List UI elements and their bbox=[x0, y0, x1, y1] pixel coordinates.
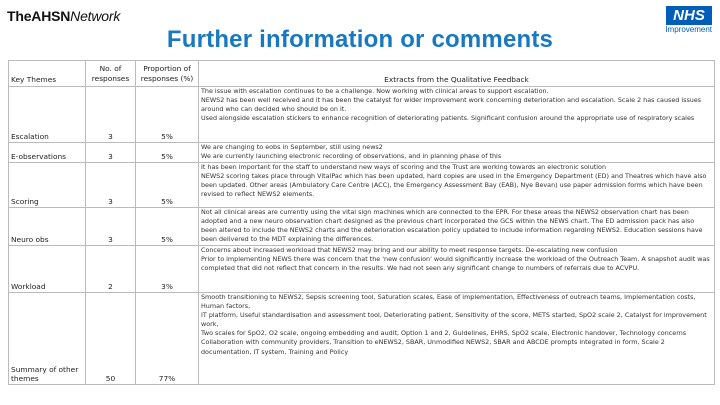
row-number: 2 bbox=[86, 246, 136, 293]
row-extract: Not all clinical areas are currently using the vital sign machines which are connected to the EPR. For these areas the NEWS2 observation chart has been adopted and a new neuro observation chart designed as the previous chart incorporated the GCS within the NEWS chart. The ED admission pack has also been altered to include the NEWS2 charts and the deterioration escalation policy updated to include information regarding NEWS2. Education sessions have been delivered to the MDT explaining the differences. bbox=[199, 208, 715, 246]
table-row bbox=[9, 87, 715, 143]
row-proportion: 5% bbox=[136, 87, 199, 143]
table-row bbox=[9, 143, 715, 163]
row-number: 3 bbox=[86, 143, 136, 163]
row-extract: Concerns about increased workload that NEWS2 may bring and our ability to meet response targets. De-escalating new confusion Prior to implementing NEWS there was concern that the 'new confusion' would significantly increase the workload of the Outreach Team. A snapshot audit was completed that did not reflect that concern in the results. We had not seen any significant change to numbers of referrals due to ACVPU. bbox=[199, 246, 715, 293]
row-extract: It has been important for the staff to understand new ways of scoring and the Trust are working towards an electronic solution NEWS2 scoring takes place through VitalPac which has been updated, hard copies are used in the Emergency Department (ED) and Theatres which have also been updated. Other areas (Ambulatory Care Centre (ACC), the Emergency Assessment Bay (EAB), Nye Bevan) use paper admission forms which have been revised to reflect NEWS2 elements. bbox=[199, 163, 715, 208]
row-theme: Workload bbox=[9, 246, 86, 293]
row-extract: The issue with escalation continues to be a challenge. Now working with clinical areas to support escalation. NEWS2 has been well received and it has been the catalyst for wider improvement work concerning deterioration and escalation. Scale 2 has caused issues around who can decided who should be on it. Used alongside escalation stickers to enhance recognition of deteriorating patients. Significant confusion around the appropriate use of respiratory scales bbox=[199, 87, 715, 143]
row-theme: E-observations bbox=[9, 143, 86, 163]
row-theme: Summary of other themes bbox=[9, 293, 86, 385]
row-extract: Smooth transitioning to NEWS2, Sepsis screening tool, Saturation scales, Ease of implementation, Effectiveness of outreach teams, Implementation costs, Human factors, IT platform, Useful standardisation and assessment tool, Deteriorating patient, Sensitivity of the score, METS started, SpO2 scale 2, Catalyst for improvement work, Two scales for SpO2, O2 scale, ongoing embedding and audit, Option 1 and 2, Guidelines, EHRS, SpO2 scale, Electronic handover, Technology concerns Collaboration with community providers, Transition to eNEWS2, SBAR, Unmodified NEWS2, SBAR and ABCDE prompts integrated in form, Scale 2 documentation, IT system, Training and Policy bbox=[199, 293, 715, 385]
column-header-proportion: Proportion of responses (%) bbox=[136, 61, 199, 87]
table-header-row bbox=[9, 61, 715, 87]
brand-logo bbox=[7, 8, 120, 24]
row-number: 3 bbox=[86, 208, 136, 246]
row-theme: Neuro obs bbox=[9, 208, 86, 246]
row-extract: We are changing to eobs in September, still using news2 We are currently launching electronic recording of observations, and in planning phase of this bbox=[199, 143, 715, 163]
table-row bbox=[9, 293, 715, 385]
row-number: 3 bbox=[86, 87, 136, 143]
row-theme: Scoring bbox=[9, 163, 86, 208]
table-row bbox=[9, 208, 715, 246]
row-number: 3 bbox=[86, 163, 136, 208]
row-proportion: 5% bbox=[136, 143, 199, 163]
row-number: 50 bbox=[86, 293, 136, 385]
row-proportion: 5% bbox=[136, 163, 199, 208]
brand-rest: Network bbox=[70, 8, 121, 24]
page-title: Further information or comments bbox=[166, 26, 554, 53]
column-header-theme: Key Themes bbox=[9, 61, 86, 87]
column-header-number: No. of responses bbox=[86, 61, 136, 87]
table-row bbox=[9, 163, 715, 208]
nhs-logo-subtitle: Improvement bbox=[665, 25, 712, 34]
row-proportion: 5% bbox=[136, 208, 199, 246]
column-header-extracts: Extracts from the Qualitative Feedback bbox=[199, 61, 715, 87]
table-row bbox=[9, 246, 715, 293]
brand-bold: TheAHSN bbox=[7, 8, 71, 24]
row-proportion: 77% bbox=[136, 293, 199, 385]
nhs-logo-mark: NHS bbox=[666, 6, 712, 25]
row-proportion: 3% bbox=[136, 246, 199, 293]
feedback-table bbox=[8, 60, 715, 385]
row-theme: Escalation bbox=[9, 87, 86, 143]
